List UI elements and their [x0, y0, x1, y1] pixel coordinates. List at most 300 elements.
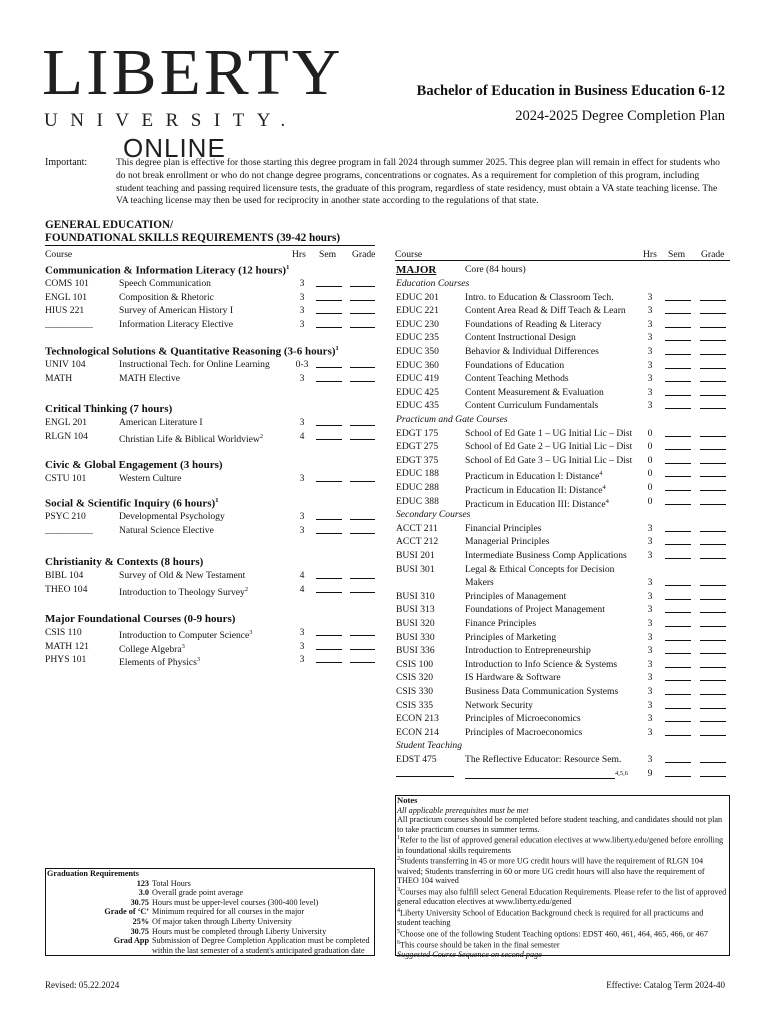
blank-line: [665, 686, 691, 695]
blank-line: [700, 754, 726, 763]
blank-line: [700, 292, 726, 301]
course-code: EDUC 201: [396, 291, 439, 303]
sem-blank: [316, 305, 342, 318]
graduation-requirements-box: [45, 868, 375, 956]
course-code: CSIS 330: [396, 686, 434, 697]
header-grade: Grade: [352, 249, 376, 260]
graduation-value: Hours must be completed through Liberty University: [152, 926, 327, 936]
blank-line: [665, 768, 691, 777]
course-name: Content Instructional Design: [465, 332, 576, 344]
blank-line: [316, 627, 342, 636]
sem-blank: [665, 550, 691, 563]
course-code: EDUC 221: [396, 305, 439, 317]
grade-blank: [700, 713, 726, 726]
ge-title-line2: FOUNDATIONAL SKILLS REQUIREMENTS (39-42 hours): [45, 232, 341, 244]
grade-blank: [700, 672, 726, 685]
note-number: 5: [397, 928, 400, 935]
course-name: Intro. to Education & Classroom Tech.: [465, 291, 614, 303]
course-code: MATH 121: [45, 640, 89, 652]
course-hours: 3: [299, 654, 305, 666]
course-code: BUSI 336: [396, 645, 435, 657]
blank-line: [665, 292, 691, 301]
course-code: BUSI 330: [396, 631, 435, 643]
course-code: UNIV 104: [45, 359, 86, 370]
course-hours: 3: [299, 318, 305, 330]
superscript: 1: [335, 345, 339, 352]
grade-blank: [700, 292, 726, 305]
blank-line: [665, 713, 691, 722]
superscript: 4: [605, 497, 609, 505]
blank-line: [665, 645, 691, 654]
blank-line: [700, 604, 726, 613]
grade-blank: [350, 359, 375, 372]
sem-blank: [665, 346, 691, 359]
header-course: Course: [45, 249, 73, 260]
blank-line: [700, 496, 726, 505]
blank-line: [316, 641, 342, 650]
course-code: EDGT 375: [396, 454, 439, 466]
superscript: 4: [599, 470, 603, 478]
graduation-row: [46, 907, 374, 917]
grade-blank: [700, 700, 726, 713]
blank-line: [665, 618, 691, 627]
blank-line: [700, 591, 726, 600]
blank-line: [700, 536, 726, 545]
course-name: Network Security: [465, 699, 533, 711]
grade-blank: [700, 496, 726, 509]
note-number: 3: [397, 886, 400, 893]
blank-line: [350, 417, 375, 426]
course-hours: 3: [647, 386, 653, 398]
ge-section-title: Civic & Global Engagement (3 hours): [45, 459, 223, 471]
course-code: RLGN 104: [45, 430, 88, 442]
course-hours: 3: [647, 332, 653, 344]
course-code: __________: [45, 524, 93, 536]
course-hours: 3: [647, 400, 653, 412]
major-title: MAJOR: [396, 264, 437, 276]
course-hours: 3: [647, 726, 653, 738]
course-code: CSIS 100: [396, 658, 434, 670]
grade-blank: [350, 431, 375, 444]
course-name: Speech Communication: [119, 278, 211, 289]
superscript: 3: [181, 642, 185, 650]
blank-line: [350, 584, 375, 593]
blank-line: [350, 278, 375, 287]
course-code: ECON 214: [396, 726, 439, 738]
grade-blank: [350, 292, 375, 305]
grade-blank: [700, 659, 726, 672]
graduation-key: 30.75: [130, 926, 149, 936]
grade-blank: [700, 727, 726, 740]
ge-header-divider: [45, 245, 375, 246]
blank-line: [665, 496, 691, 505]
superscript: 4,5,6: [615, 769, 628, 777]
blank-line: [665, 305, 691, 314]
graduation-title: Graduation Requirements: [47, 869, 139, 878]
notes-title: Notes: [397, 795, 418, 805]
sem-blank: [316, 359, 342, 372]
note-line: $^2$Students transferring in 45 or more UG credit hours will have the requirement of RLGN 104 waived; Students transferring in 60 or more UG credit hours will also have the requirement of THEO 104 waived: [397, 856, 705, 886]
sem-blank: [316, 431, 342, 444]
course-hours: 3: [647, 536, 653, 548]
course-name: Foundations of Project Management: [465, 604, 605, 616]
sem-blank: [665, 754, 691, 767]
general-education-title: [45, 219, 340, 245]
sem-blank: [665, 659, 691, 672]
blank-line: [665, 387, 691, 396]
graduation-value: Total Hours: [152, 878, 191, 888]
note-number: 2: [397, 856, 400, 863]
blank-line: [316, 570, 342, 579]
course-hours: 3: [299, 417, 305, 428]
blank-line: [350, 431, 375, 440]
course-code: EDUC 388: [396, 495, 439, 507]
blank-line: [665, 482, 691, 491]
graduation-key: 3.0: [138, 888, 149, 898]
course-hours: 4: [299, 430, 305, 442]
blank-line: [665, 536, 691, 545]
course-name: Finance Principles: [465, 618, 537, 629]
sem-blank: [665, 536, 691, 549]
blank-line: [665, 754, 691, 763]
graduation-rows: [46, 879, 374, 956]
blank-line: [665, 346, 691, 355]
course-name: Instructional Tech. for Online Learning: [119, 359, 270, 370]
graduation-value: Minimum required for all courses in the major: [152, 907, 305, 917]
document-subtitle: 2024-2025 Degree Completion Plan: [515, 108, 725, 124]
course-code: ACCT 211: [396, 522, 438, 534]
course-code: CSIS 320: [396, 672, 434, 684]
sem-blank: [316, 584, 342, 597]
grade-blank: [350, 570, 375, 583]
grade-blank: [700, 618, 726, 631]
course-name: Introduction to Entrepreneurship: [465, 645, 591, 657]
sem-blank: [316, 654, 342, 667]
course-code: BUSI 310: [396, 590, 435, 602]
sem-blank: [316, 278, 342, 291]
blank-line: [700, 577, 726, 586]
blank-line: [700, 713, 726, 722]
grade-blank: [700, 686, 726, 699]
blank-line: [665, 577, 691, 586]
revised-date: Revised: 05.22.2024: [45, 980, 120, 990]
course-name: Content Area Read & Diff Teach & Learn: [465, 305, 626, 317]
blank-line: [350, 292, 375, 301]
blank-line: [350, 305, 375, 314]
blank-line: [316, 654, 342, 663]
major-core: Core (84 hours): [465, 264, 526, 275]
ge-section-title: Communication & Information Literacy (12 hours)$^1$: [45, 264, 290, 277]
graduation-key: Grad App: [113, 936, 149, 946]
course-name: Financial Principles: [465, 522, 542, 534]
grade-blank: [700, 632, 726, 645]
student-teaching-row: [396, 768, 454, 781]
document-title: Bachelor of Education in Business Education 6-12: [416, 83, 725, 99]
course-code: HIUS 221: [45, 305, 85, 317]
course-code: PSYC 210: [45, 511, 86, 522]
course-name: Principles of Management: [465, 590, 567, 602]
blank-line: [665, 441, 691, 450]
sem-blank: [665, 727, 691, 740]
grade-blank: [350, 278, 375, 291]
course-code: BUSI 320: [396, 618, 435, 629]
important-label: Important:: [45, 157, 88, 168]
blank-line: [700, 632, 726, 641]
blank-line: [700, 400, 726, 409]
grade-blank: [700, 754, 726, 767]
blank-line: [350, 627, 375, 636]
course-name: Behavior & Individual Differences: [465, 346, 599, 357]
ge-section-title: Social & Scientific Inquiry (6 hours)$^1$: [45, 497, 219, 510]
course-hours: 3: [647, 318, 653, 330]
major-header-sem: Sem: [668, 249, 686, 260]
course-code: EDUC 350: [396, 346, 439, 357]
course-hours: 3: [647, 305, 653, 317]
course-hours: 3: [647, 550, 653, 561]
blank-line: [316, 431, 342, 440]
blank-line: [700, 441, 726, 450]
blank-line: [665, 591, 691, 600]
course-name: IS Hardware & Software: [465, 672, 561, 684]
sem-blank: [665, 332, 691, 345]
grade-blank: [350, 473, 375, 486]
course-hours: 0: [647, 454, 653, 466]
grade-blank: [700, 360, 726, 373]
superscript: 1: [215, 497, 219, 504]
graduation-key: Grade of ‘C’: [104, 907, 149, 917]
course-hours: 3: [299, 278, 305, 289]
course-name: Practicum in Education I: Distance$^4$: [465, 470, 603, 483]
course-name: Content Teaching Methods: [465, 373, 569, 385]
course-hours: 3: [299, 305, 305, 317]
sem-blank: [665, 523, 691, 536]
blank-line: [665, 659, 691, 668]
sem-blank: [316, 417, 342, 430]
blank-line: [665, 360, 691, 369]
blank-line: [700, 346, 726, 355]
course-hours: 0: [647, 441, 653, 453]
grade-blank: [700, 346, 726, 359]
blank-line: [700, 468, 726, 477]
blank-line: [350, 525, 375, 534]
blank-line: [700, 618, 726, 627]
blank-line: [350, 570, 375, 579]
course-name: Natural Science Elective: [119, 524, 214, 536]
blank-line: [350, 373, 375, 382]
sem-blank: [665, 455, 691, 468]
course-name: The Reflective Educator: Resource Sem.: [465, 754, 622, 765]
blank-line: [700, 727, 726, 736]
course-hours: 3: [299, 473, 305, 484]
blank-line: [700, 360, 726, 369]
group-label: Student Teaching: [396, 740, 462, 752]
course-code: EDUC 288: [396, 482, 439, 493]
note-line: All applicable prerequisites must be met: [397, 805, 529, 815]
grade-blank: [700, 768, 726, 781]
sem-blank: [665, 319, 691, 332]
blank-line: [700, 645, 726, 654]
course-hours: 3: [299, 524, 305, 536]
superscript: 2: [259, 432, 264, 440]
sem-blank: [665, 591, 691, 604]
blank-line: [665, 319, 691, 328]
course-code: EDGT 175: [396, 427, 439, 439]
important-text: This degree plan is effective for those starting this degree program in fall 2024 through summer 2025. This degree plan will remain in effect for students who do not break enrollment or who do not change degree programs, concentrations or cognates. As a requirement for completion of this program, including student teaching and passing required licensure tests, the graduate of this program, regardless of state residency, must obtain a VA state teaching license. The VA teaching license may then be used for reciprocity in another state according to the regulations of that state.: [116, 157, 720, 207]
sem-blank: [665, 577, 691, 590]
ge-section-title: Christianity & Contexts (8 hours): [45, 556, 204, 568]
major-header-course: Course: [395, 249, 423, 260]
superscript: 2: [244, 585, 249, 593]
blank-line: [350, 319, 375, 328]
major-header-hrs: Hrs: [643, 249, 657, 260]
course-hours: 3: [647, 604, 653, 616]
course-code: MATH: [45, 372, 73, 384]
course-name: Survey of American History I: [119, 305, 234, 317]
blank-line: [700, 768, 726, 777]
course-name: Information Literacy Elective: [119, 318, 234, 330]
course-name: Introduction to Computer Science$^3$: [119, 629, 253, 642]
grade-blank: [700, 400, 726, 413]
grade-blank: [350, 627, 375, 640]
course-code: COMS 101: [45, 278, 89, 289]
group-label: Education Courses: [396, 278, 470, 289]
effective-term: Effective: Catalog Term 2024-40: [606, 980, 725, 990]
logo-liberty-text: LIBERTY: [42, 36, 344, 109]
course-name: Introduction to Info Science & Systems: [465, 658, 618, 670]
graduation-row: [46, 927, 374, 937]
graduation-row: [46, 888, 374, 898]
blank-line: [700, 550, 726, 559]
course-hours: 3: [299, 372, 305, 384]
note-line: $^3$Courses may also fulfill select General Education Requirements. Please refer to the list of approved general education electives at www.liberty.edu/gened: [397, 886, 727, 907]
sem-blank: [665, 713, 691, 726]
course-code: BIBL 104: [45, 570, 84, 581]
course-name: Practicum in Education III: Distance$^4$: [465, 497, 609, 510]
course-name: Principles of Marketing: [465, 631, 557, 643]
course-code: CSTU 101: [45, 473, 87, 484]
blank-line: [665, 672, 691, 681]
blank-line: [465, 770, 615, 779]
grade-blank: [700, 441, 726, 454]
blank-line: [700, 482, 726, 491]
course-code: ACCT 212: [396, 536, 439, 548]
course-name: Principles of Macroeconomics: [465, 726, 583, 738]
sem-blank: [665, 400, 691, 413]
blank-line: [350, 359, 375, 368]
sem-blank: [665, 604, 691, 617]
course-name: School of Ed Gate 3 – UG Initial Lic – Dist: [465, 454, 633, 466]
course-name: College Algebra$^3$: [119, 642, 185, 655]
blank-line: [700, 672, 726, 681]
course-name: Practicum in Education II: Distance$^4$: [465, 484, 606, 497]
graduation-key: 123: [136, 878, 149, 888]
course-hours: 0-3: [295, 359, 309, 370]
course-name: Principles of Microeconomics: [465, 713, 581, 725]
course-name: Western Culture: [119, 473, 182, 484]
sem-blank: [316, 525, 342, 538]
course-hours: 0: [647, 482, 653, 493]
grade-blank: [700, 332, 726, 345]
sem-blank: [665, 496, 691, 509]
blank-line: [665, 632, 691, 641]
blank-line: [665, 455, 691, 464]
course-code: BUSI 301: [396, 563, 435, 575]
course-code: EDGT 275: [396, 441, 439, 453]
course-name: Content Measurement & Evaluation: [465, 386, 604, 398]
grade-blank: [700, 305, 726, 318]
course-hours: 3: [647, 359, 653, 371]
logo-university-text: UNIVERSITY.: [44, 110, 298, 131]
course-name: Legal & Ethical Concepts for Decision: [465, 563, 615, 575]
grade-blank: [700, 319, 726, 332]
grade-blank: [350, 305, 375, 318]
graduation-value: Of major taken through Liberty University: [152, 916, 292, 926]
sem-blank: [316, 511, 342, 524]
grade-blank: [700, 577, 726, 590]
blank-line: [316, 525, 342, 534]
course-hours: 4: [299, 583, 305, 595]
grade-blank: [700, 604, 726, 617]
sem-blank: [316, 570, 342, 583]
course-name: MATH Elective: [119, 372, 181, 384]
ge-title-line1: GENERAL EDUCATION/: [45, 219, 174, 231]
course-hours: 3: [647, 686, 653, 697]
course-hours: 3: [647, 577, 653, 589]
course-hours: 0: [647, 495, 653, 507]
course-hours: 4: [299, 570, 305, 581]
course-code: EDUC 419: [396, 373, 439, 385]
note-line: Suggested Course Sequence on second page: [397, 950, 542, 960]
course-name: Managerial Principles: [465, 536, 550, 548]
blank-line: [350, 473, 375, 482]
sem-blank: [665, 700, 691, 713]
course-name: American Literature I: [119, 417, 203, 428]
note-number: 6: [397, 939, 400, 946]
course-code: ENGL 201: [45, 417, 88, 428]
course-hours: 3: [299, 627, 305, 638]
course-code: __________: [45, 318, 93, 330]
grade-blank: [350, 654, 375, 667]
course-name: Intermediate Business Comp Applications: [465, 550, 627, 561]
sem-blank: [665, 428, 691, 441]
course-name: Developmental Psychology: [119, 511, 225, 522]
sem-blank: [665, 373, 691, 386]
blank-line: [700, 373, 726, 382]
course-name: Christian Life & Biblical Worldview$^2$: [119, 432, 264, 445]
group-label: Secondary Courses: [396, 509, 471, 521]
graduation-row: [46, 879, 374, 889]
course-hours: 3: [299, 291, 305, 303]
sem-blank: [316, 292, 342, 305]
superscript: 3: [249, 629, 253, 636]
sem-blank: [665, 292, 691, 305]
blank-line: [665, 523, 691, 532]
course-hours: 3: [647, 291, 653, 303]
course-code: ECON 213: [396, 713, 439, 725]
sem-blank: [316, 319, 342, 332]
blank-line: [700, 387, 726, 396]
blank-line: [700, 428, 726, 437]
grade-blank: [700, 482, 726, 495]
blank-line: [700, 332, 726, 341]
note-number: 1: [397, 835, 400, 842]
course-name: Foundations of Reading & Literacy: [465, 318, 602, 330]
sem-blank: [665, 645, 691, 658]
blank-line: [700, 305, 726, 314]
blank-line: [316, 359, 342, 368]
note-line: $^4$Liberty University School of Education Background check is required for all practicums and student teaching: [397, 907, 704, 928]
grade-blank: [350, 511, 375, 524]
